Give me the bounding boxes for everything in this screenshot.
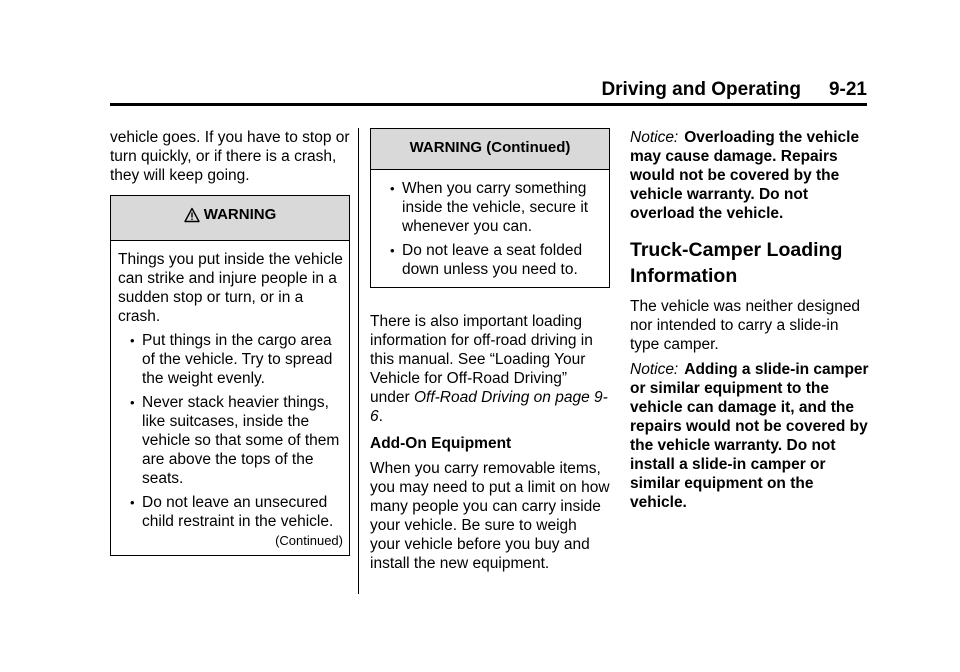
- add-on-equipment-paragraph: When you carry removable items, you may need to put a limit on how many people you can carry inside your vehicle. Be sure to weigh your vehicle before you buy and install the new equipment.: [370, 460, 610, 572]
- column-1: [110, 128, 350, 556]
- bullet-dot: •: [130, 395, 135, 410]
- header-rule: [110, 103, 867, 106]
- notice-label: Notice:: [630, 361, 679, 378]
- warning-bullet-item: [118, 331, 343, 388]
- notice-slide-in-camper: [630, 360, 870, 512]
- warning-continued-box: [370, 128, 610, 288]
- offroad-loading-paragraph: [370, 312, 610, 426]
- section-title: Truck-Camper Loading Information: [630, 239, 843, 287]
- cross-reference-link[interactable]: Off-Road Driving on page 9-6: [370, 389, 608, 425]
- header-page-number: 9-21: [828, 79, 867, 100]
- warning-bullet-item: [378, 241, 603, 279]
- truck-camper-paragraph: The vehicle was neither designed nor intended to carry a slide-in type camper.: [630, 298, 861, 353]
- bullet-dot: •: [390, 181, 395, 196]
- offroad-paragraph-end: .: [378, 408, 383, 425]
- bullet-text: Do not leave a seat folded down unless you need to.: [402, 242, 583, 278]
- header-section-title: Driving and Operating: [601, 79, 801, 100]
- column-3: [630, 128, 870, 518]
- offroad-paragraph-text: There is also important loading information for off-road driving in this manual. See “Loading Your Vehicle for Off-Road Driving” under: [370, 313, 593, 406]
- add-on-equipment-heading: Add-On Equipment: [370, 435, 512, 452]
- notice-text: Overloading the vehicle may cause damage. Repairs would not be covered by the vehicle warranty. Do not overload the vehicle.: [630, 129, 860, 222]
- warning-body-text: Things you put inside the vehicle can strike and injure people in a sudden stop or turn, or in a crash.: [118, 251, 343, 325]
- bullet-text: Put things in the cargo area of the vehicle. Try to spread the weight evenly.: [142, 332, 333, 387]
- warning-bullet-item: [118, 493, 343, 531]
- warning-box: [110, 195, 350, 556]
- notice-overloading: [630, 128, 870, 223]
- column-2: [370, 128, 610, 579]
- warning-continued-body: [371, 170, 609, 287]
- warning-bullet-item: [118, 393, 343, 488]
- warning-continued-header: WARNING (Continued): [371, 129, 609, 170]
- warning-body: [111, 241, 349, 555]
- column-divider: [358, 128, 359, 594]
- bullet-text: Never stack heavier things, like suitcases, inside the vehicle so that some of them are above the tops of the seats.: [142, 394, 340, 487]
- bullet-text: When you carry something inside the vehicle, secure it whenever you can.: [402, 180, 589, 235]
- warning-header: [111, 196, 349, 241]
- bullet-dot: •: [390, 243, 395, 258]
- bullet-dot: •: [130, 495, 135, 510]
- notice-label: Notice:: [630, 129, 679, 146]
- page-header: [0, 78, 867, 102]
- col1-intro-paragraph: vehicle goes. If you have to stop or turn quickly, or if there is a crash, they will keep going.: [110, 129, 350, 184]
- bullet-dot: •: [130, 333, 135, 348]
- warning-triangle-icon: [184, 207, 200, 228]
- warning-title: WARNING: [203, 206, 277, 223]
- bullet-text: Do not leave an unsecured child restraint in the vehicle.: [142, 494, 334, 530]
- continued-label: (Continued): [275, 533, 343, 548]
- warning-bullet-item: [378, 179, 603, 236]
- notice-text: Adding a slide-in camper or similar equipment to the vehicle can damage it, and the repairs would not be covered by the vehicle warranty. Do not install a slide-in camper or similar equipment on the vehicle.: [630, 361, 869, 511]
